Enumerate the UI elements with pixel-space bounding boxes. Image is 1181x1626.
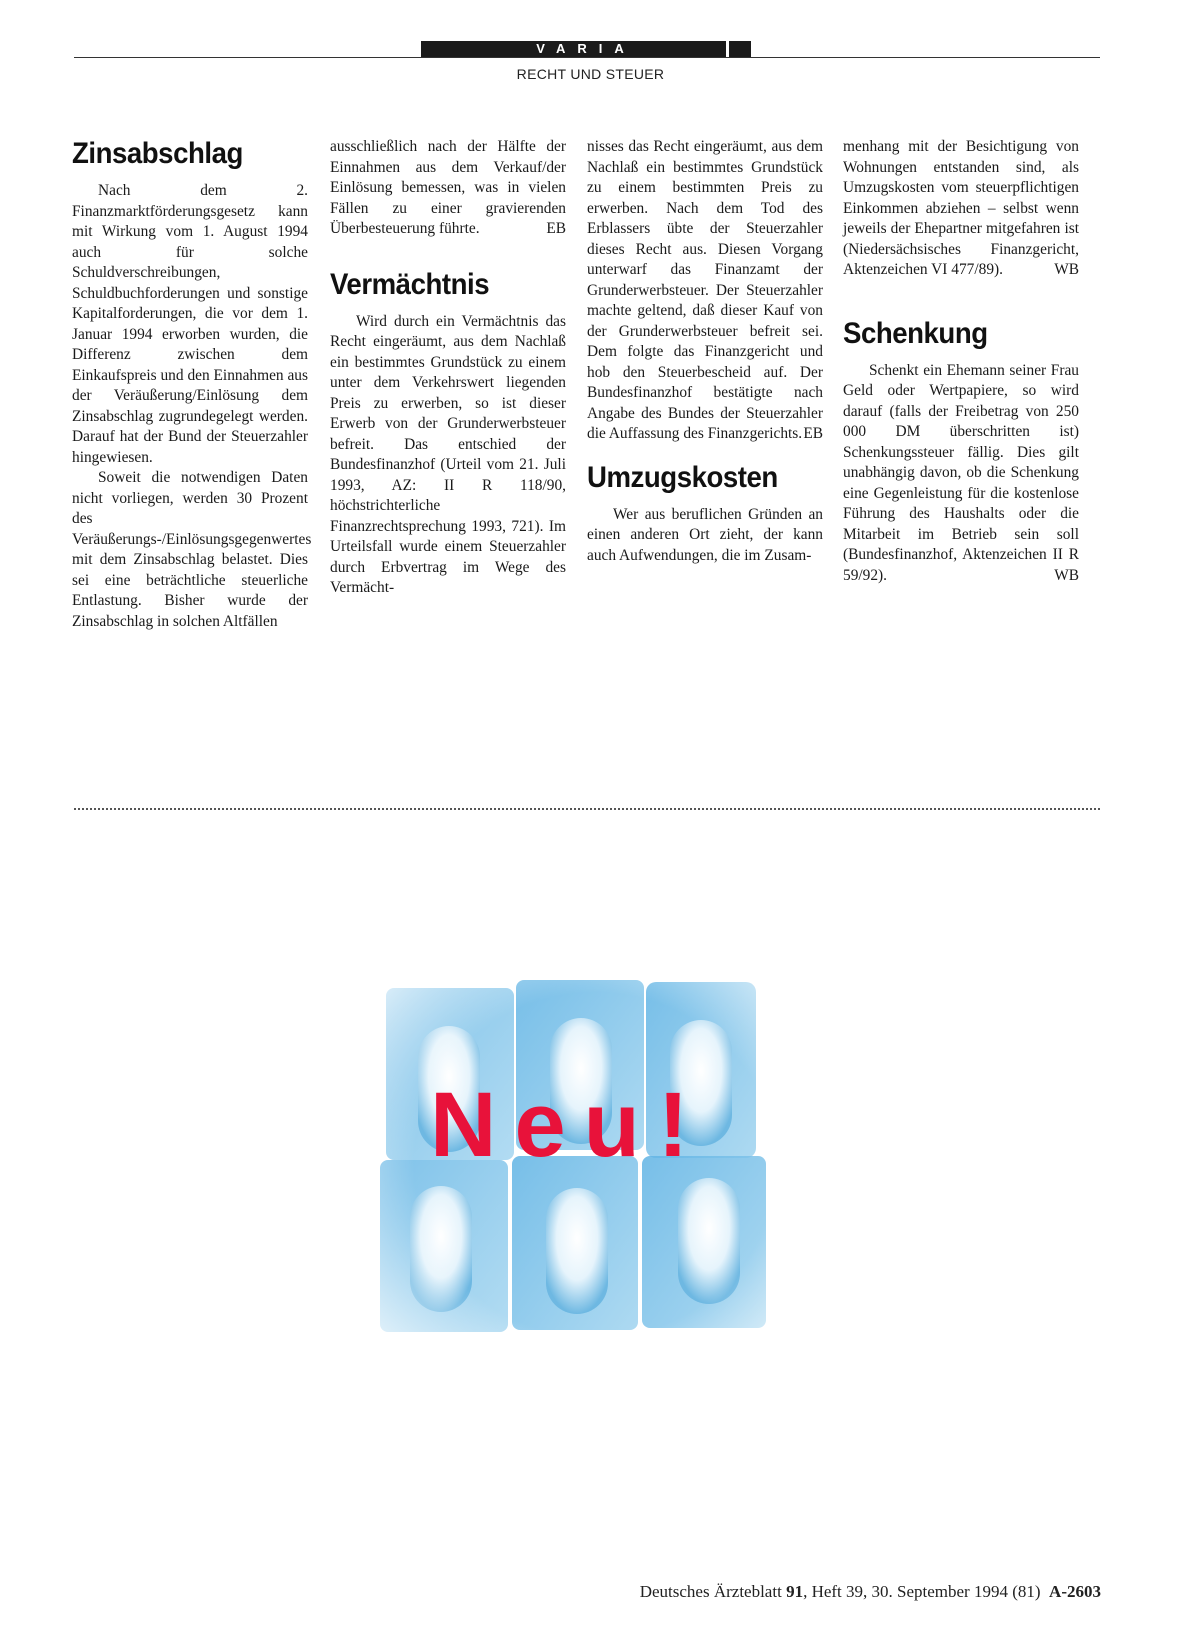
article-text: menhang mit der Besichtigung von Wohnungen entstanden sind, als Umzugskosten vom steuerpflichtigen Einkommen abziehen – selbst wenn jeweils der Ehepartner mitgefahren ist (Niedersächsisches Finanzgericht, Aktenzeichen VI 477/89).	[843, 138, 1079, 278]
article-title-schenkung: Schenkung	[843, 316, 988, 350]
section-header-bar	[421, 41, 751, 57]
column-1	[72, 137, 312, 632]
article-paragraph	[843, 361, 1079, 587]
article-paragraph: Soweit die notwendigen Daten nicht vorliegen, werden 30 Prozent des Veräußerungs-/Einlösungsgegenwertes mit dem Zinsabschlag belastet. Dies sei eine beträchtliche steuerliche Entlastung. Bisher wurde der Zinsabschlag in solchen Altfällen	[72, 469, 312, 630]
article-title-umzugskosten: Umzugskosten	[587, 460, 778, 494]
journal-volume: 91	[786, 1582, 804, 1601]
article-paragraph-continued	[843, 137, 1079, 281]
journal-name: Deutsches Ärzteblatt	[639, 1582, 782, 1601]
author-signature: WB	[1054, 566, 1079, 584]
author-signature: EB	[803, 425, 823, 442]
column-2	[330, 137, 566, 599]
author-signature: EB	[546, 220, 566, 237]
header-bar-mark	[726, 41, 729, 57]
article-paragraph-continued	[330, 137, 566, 240]
article-paragraph: Wer aus beruflichen Gründen an einen anderen Ort zieht, der kann auch Aufwendungen, die im Zusam-	[587, 505, 823, 564]
issue-date: , Heft 39, 30. September 1994 (81)	[803, 1582, 1041, 1601]
article-text: ausschließlich nach der Hälfte der Einnahmen aus dem Verkauf/der Einlösung bemessen, was in vielen Fällen zu einer gravierenden Überbesteuerung führte.	[330, 138, 566, 237]
article-paragraph: Nach dem 2. Finanzmarktförderungsgesetz kann mit Wirkung vom 1. August 1994 auch für solche Schuldverschreibungen, Schuldbuchforderungen und sonstige Kapitalforderungen, die vor dem 1. Januar 1994 erworben wurden, die Differenz zwischen dem Einkaufspreis und den Einnahmen aus der Veräußerung/Einlösung dem Zinsabschlag zugrundegelegt werden. Darauf hat der Bund der Steuerzahler hingewiesen.	[72, 182, 308, 466]
ad-headline: Neu!	[430, 1074, 707, 1176]
article-paragraph: Wird durch ein Vermächtnis das Recht eingeräumt, aus dem Nachlaß ein bestimmtes Grundstück zu einem unter dem Verkehrswert liegenden Preis zu erwerben, so ist dieser Erwerb von der Grunderwerbsteuer befreit. Das entschied der Bundesfinanzhof (Urteil vom 21. Juli 1993, AZ: II R 118/90, höchstrichterliche Finanzrechtsprechung 1993, 721). Im Urteilsfall wurde einem Steuerzahler durch Erbvertrag im Wege des Vermächt-	[330, 312, 566, 596]
column-3	[587, 137, 823, 566]
page-number: A-2603	[1049, 1582, 1101, 1601]
author-signature: WB	[1054, 261, 1079, 278]
article-paragraph-continued	[587, 137, 823, 445]
section-label: RECHT UND STEUER	[516, 66, 665, 82]
dotted-separator	[74, 808, 1100, 810]
article-title-vermaechtnis: Vermächtnis	[330, 267, 490, 301]
header-bar-label: VARIA	[536, 41, 636, 56]
article-title-zinsabschlag: Zinsabschlag	[72, 137, 243, 170]
column-4	[843, 137, 1079, 586]
page-footer	[640, 1582, 1101, 1602]
article-text: nisses das Recht eingeräumt, aus dem Nachlaß ein bestimmtes Grundstück zu einem bestimmten Preis zu erwerben. Nach dem Tod des Erblassers übte der Steuerzahler dieses Recht aus. Diesen Vorgang unterwarf das Finanzamt der Grunderwerbsteuer. Der Steuerzahler machte geltend, daß dieser Kauf von der Grunderwerbsteuer befreit sei. Dem folgte das Finanzgericht und hob den Steuerbescheid auf. Der Bundesfinanzhof bestätigte nach Angabe des Bundes der Steuerzahler die Auffassung des Finanzgerichts.	[587, 138, 823, 442]
advertisement-pills	[380, 960, 810, 1370]
header-rule	[74, 57, 1100, 58]
article-text: Schenkt ein Ehemann seiner Frau Geld oder Wertpapiere, so wird darauf (falls der Freibetrag von 250 000 DM überschritten ist) Schenkungssteuer fällig. Dies gilt unabhängig davon, ob die Schenkung eine Gegenleistung für die kostenlose Führung des Haushalts oder die Mitarbeit im Betrieb sein soll (Bundesfinanzhof, Aktenzeichen II R 59/92).	[843, 361, 1079, 584]
